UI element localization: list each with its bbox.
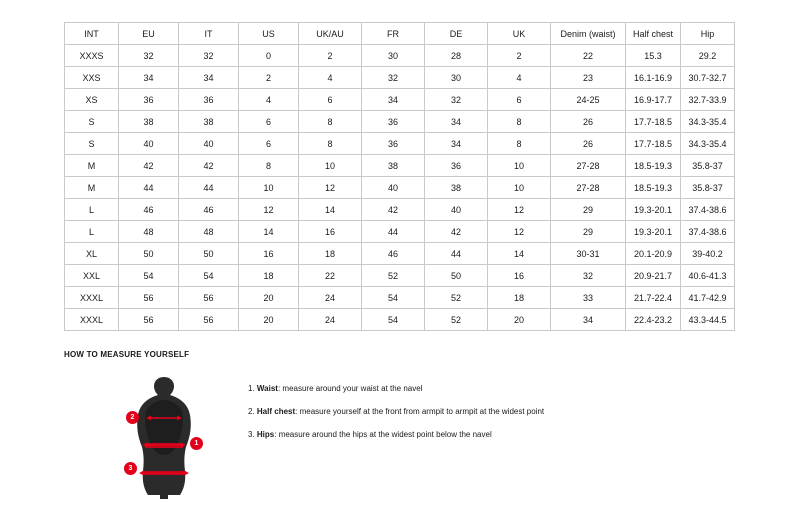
size-value-cell: 36: [119, 89, 179, 111]
size-label-cell: XXS: [65, 67, 119, 89]
size-value-cell: 42: [179, 155, 239, 177]
size-value-cell: 29: [551, 221, 626, 243]
size-value-cell: 20: [239, 309, 299, 331]
size-value-cell: 17.7-18.5: [626, 111, 681, 133]
size-value-cell: 50: [119, 243, 179, 265]
size-label-cell: XXXL: [65, 287, 119, 309]
table-row: [65, 45, 735, 67]
size-value-cell: 37.4-38.6: [681, 199, 735, 221]
size-value-cell: 0: [239, 45, 299, 67]
size-value-cell: 36: [179, 89, 239, 111]
table-row: [65, 309, 735, 331]
size-value-cell: 20: [239, 287, 299, 309]
size-value-cell: 30: [425, 67, 488, 89]
size-value-cell: 36: [362, 133, 425, 155]
size-value-cell: 40: [425, 199, 488, 221]
how-to-measure-title: HOW TO MEASURE YOURSELF: [64, 350, 190, 359]
size-value-cell: 8: [299, 111, 362, 133]
table-row: [65, 243, 735, 265]
size-value-cell: 16.9-17.7: [626, 89, 681, 111]
size-value-cell: 4: [488, 67, 551, 89]
size-value-cell: 32: [362, 67, 425, 89]
table-row: [65, 221, 735, 243]
column-header: EU: [119, 23, 179, 45]
marker-1: 1: [190, 437, 203, 450]
size-value-cell: 39-40.2: [681, 243, 735, 265]
size-value-cell: 10: [488, 177, 551, 199]
size-value-cell: 6: [239, 111, 299, 133]
note-number-1: 1.: [248, 384, 255, 393]
size-value-cell: 15.3: [626, 45, 681, 67]
size-value-cell: 33: [551, 287, 626, 309]
size-value-cell: 19.3-20.1: [626, 199, 681, 221]
size-value-cell: 52: [425, 309, 488, 331]
size-value-cell: 48: [179, 221, 239, 243]
size-value-cell: 42: [119, 155, 179, 177]
column-header: Denim (waist): [551, 23, 626, 45]
note-text-half-chest: : measure yourself at the front from armpit to armpit at the widest point: [295, 407, 545, 416]
size-value-cell: 56: [179, 309, 239, 331]
size-value-cell: 34: [425, 111, 488, 133]
size-value-cell: 21.7-22.4: [626, 287, 681, 309]
size-value-cell: 32: [425, 89, 488, 111]
size-label-cell: M: [65, 155, 119, 177]
size-value-cell: 50: [425, 265, 488, 287]
how-to-measure-section: [64, 350, 734, 501]
table-header-row: [65, 23, 735, 45]
size-value-cell: 20: [488, 309, 551, 331]
table-row: [65, 287, 735, 309]
size-value-cell: 46: [362, 243, 425, 265]
note-number-2: 2.: [248, 407, 255, 416]
size-value-cell: 16: [488, 265, 551, 287]
size-value-cell: 54: [179, 265, 239, 287]
size-value-cell: 18: [488, 287, 551, 309]
mannequin-figure: [104, 371, 224, 501]
size-value-cell: 43.3-44.5: [681, 309, 735, 331]
size-value-cell: 19.3-20.1: [626, 221, 681, 243]
size-value-cell: 38: [119, 111, 179, 133]
size-value-cell: 54: [362, 287, 425, 309]
size-value-cell: 34: [119, 67, 179, 89]
size-value-cell: 34: [362, 89, 425, 111]
size-value-cell: 37.4-38.6: [681, 221, 735, 243]
size-value-cell: 56: [179, 287, 239, 309]
size-value-cell: 18: [239, 265, 299, 287]
size-value-cell: 32: [179, 45, 239, 67]
table-row: [65, 199, 735, 221]
column-header: US: [239, 23, 299, 45]
size-label-cell: S: [65, 111, 119, 133]
note-term-waist: Waist: [256, 384, 278, 393]
size-value-cell: 14: [239, 221, 299, 243]
size-value-cell: 44: [179, 177, 239, 199]
size-value-cell: 44: [425, 243, 488, 265]
size-value-cell: 18.5-19.3: [626, 155, 681, 177]
note-text-hips: : measure around the hips at the widest point below the navel: [274, 430, 492, 439]
size-value-cell: 40: [119, 133, 179, 155]
marker-2: 2: [126, 411, 139, 424]
measure-note-hips: [248, 429, 544, 441]
size-value-cell: 30.7-32.7: [681, 67, 735, 89]
size-value-cell: 48: [119, 221, 179, 243]
size-label-cell: XS: [65, 89, 119, 111]
size-value-cell: 2: [239, 67, 299, 89]
column-header: IT: [179, 23, 239, 45]
size-value-cell: 12: [488, 199, 551, 221]
size-value-cell: 20.1-20.9: [626, 243, 681, 265]
size-value-cell: 40: [179, 133, 239, 155]
note-term-hips: Hips: [256, 430, 275, 439]
table-row: [65, 265, 735, 287]
size-label-cell: M: [65, 177, 119, 199]
size-value-cell: 8: [239, 155, 299, 177]
size-value-cell: 6: [488, 89, 551, 111]
table-row: [65, 111, 735, 133]
size-value-cell: 4: [239, 89, 299, 111]
column-header: Half chest: [626, 23, 681, 45]
size-value-cell: 41.7-42.9: [681, 287, 735, 309]
size-value-cell: 20.9-21.7: [626, 265, 681, 287]
size-label-cell: S: [65, 133, 119, 155]
size-value-cell: 50: [179, 243, 239, 265]
size-value-cell: 17.7-18.5: [626, 133, 681, 155]
table-body: [65, 45, 735, 331]
column-header: DE: [425, 23, 488, 45]
size-label-cell: XXXS: [65, 45, 119, 67]
size-value-cell: 40: [362, 177, 425, 199]
size-value-cell: 22: [551, 45, 626, 67]
size-value-cell: 8: [488, 111, 551, 133]
size-value-cell: 10: [239, 177, 299, 199]
size-value-cell: 16: [239, 243, 299, 265]
size-value-cell: 12: [239, 199, 299, 221]
size-value-cell: 40.6-41.3: [681, 265, 735, 287]
size-label-cell: XL: [65, 243, 119, 265]
size-value-cell: 27-28: [551, 155, 626, 177]
size-value-cell: 42: [362, 199, 425, 221]
how-to-measure-body: [64, 371, 734, 501]
marker-3: 3: [124, 462, 137, 475]
size-value-cell: 38: [425, 177, 488, 199]
size-value-cell: 46: [119, 199, 179, 221]
size-value-cell: 38: [179, 111, 239, 133]
size-value-cell: 32: [119, 45, 179, 67]
size-value-cell: 4: [299, 67, 362, 89]
size-value-cell: 10: [488, 155, 551, 177]
size-value-cell: 12: [299, 177, 362, 199]
table-row: [65, 155, 735, 177]
size-value-cell: 24-25: [551, 89, 626, 111]
size-value-cell: 8: [488, 133, 551, 155]
size-value-cell: 14: [488, 243, 551, 265]
size-value-cell: 56: [119, 287, 179, 309]
size-value-cell: 36: [362, 111, 425, 133]
size-value-cell: 24: [299, 309, 362, 331]
size-value-cell: 14: [299, 199, 362, 221]
size-value-cell: 10: [299, 155, 362, 177]
size-value-cell: 42: [425, 221, 488, 243]
measure-notes: [248, 371, 544, 452]
size-value-cell: 27-28: [551, 177, 626, 199]
size-value-cell: 16.1-16.9: [626, 67, 681, 89]
note-number-3: 3.: [248, 430, 255, 439]
size-value-cell: 29.2: [681, 45, 735, 67]
size-value-cell: 2: [488, 45, 551, 67]
size-value-cell: 34: [551, 309, 626, 331]
size-value-cell: 23: [551, 67, 626, 89]
size-value-cell: 44: [362, 221, 425, 243]
size-value-cell: 34.3-35.4: [681, 111, 735, 133]
note-text-waist: : measure around your waist at the navel: [277, 384, 423, 393]
size-value-cell: 32.7-33.9: [681, 89, 735, 111]
size-value-cell: 34: [425, 133, 488, 155]
size-value-cell: 34: [179, 67, 239, 89]
size-value-cell: 8: [299, 133, 362, 155]
size-value-cell: 44: [119, 177, 179, 199]
size-value-cell: 30: [362, 45, 425, 67]
size-chart-container: [64, 22, 734, 331]
column-header: FR: [362, 23, 425, 45]
size-value-cell: 29: [551, 199, 626, 221]
size-value-cell: 32: [551, 265, 626, 287]
size-value-cell: 22: [299, 265, 362, 287]
table-row: [65, 133, 735, 155]
column-header: Hip: [681, 23, 735, 45]
size-value-cell: 46: [179, 199, 239, 221]
size-value-cell: 24: [299, 287, 362, 309]
size-value-cell: 26: [551, 111, 626, 133]
size-value-cell: 56: [119, 309, 179, 331]
size-label-cell: L: [65, 221, 119, 243]
size-value-cell: 22.4-23.2: [626, 309, 681, 331]
measure-note-half-chest: [248, 406, 544, 418]
note-term-half-chest: Half chest: [256, 407, 296, 416]
size-value-cell: 16: [299, 221, 362, 243]
table-row: [65, 67, 735, 89]
table-row: [65, 177, 735, 199]
size-value-cell: 38: [362, 155, 425, 177]
size-value-cell: 18.5-19.3: [626, 177, 681, 199]
size-value-cell: 6: [239, 133, 299, 155]
size-value-cell: 34.3-35.4: [681, 133, 735, 155]
measure-note-waist: [248, 383, 544, 395]
column-header: UK: [488, 23, 551, 45]
size-value-cell: 52: [362, 265, 425, 287]
size-value-cell: 36: [425, 155, 488, 177]
size-value-cell: 12: [488, 221, 551, 243]
column-header: INT: [65, 23, 119, 45]
table-row: [65, 89, 735, 111]
size-value-cell: 28: [425, 45, 488, 67]
size-label-cell: XXXL: [65, 309, 119, 331]
size-value-cell: 52: [425, 287, 488, 309]
size-value-cell: 6: [299, 89, 362, 111]
size-label-cell: XXL: [65, 265, 119, 287]
size-value-cell: 54: [119, 265, 179, 287]
size-value-cell: 35.8-37: [681, 155, 735, 177]
mannequin-illustration: [104, 371, 224, 501]
size-chart-table: [64, 22, 735, 331]
size-value-cell: 54: [362, 309, 425, 331]
size-value-cell: 35.8-37: [681, 177, 735, 199]
size-value-cell: 2: [299, 45, 362, 67]
size-value-cell: 26: [551, 133, 626, 155]
size-label-cell: L: [65, 199, 119, 221]
size-value-cell: 18: [299, 243, 362, 265]
column-header: UK/AU: [299, 23, 362, 45]
size-value-cell: 30-31: [551, 243, 626, 265]
